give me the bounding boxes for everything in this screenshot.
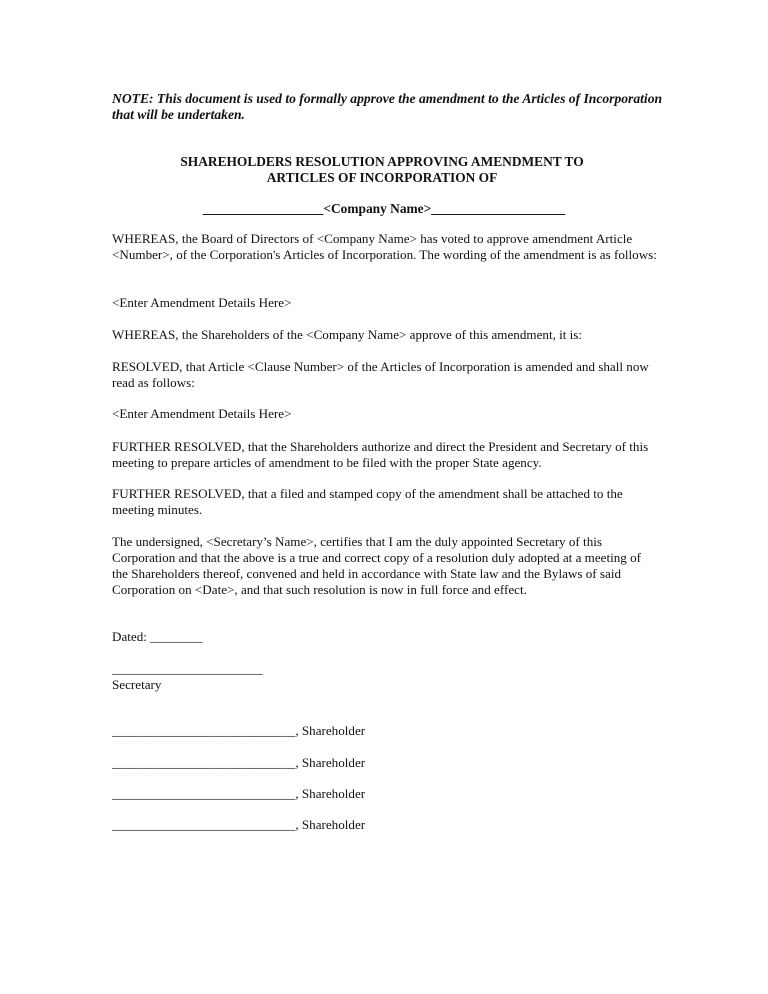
paragraph-amendment-details-1: <Enter Amendment Details Here> [112,295,292,310]
paragraph-further-resolved-1: FURTHER RESOLVED, that the Shareholders authorize and direct the President and Secretary of this meeting to prepare articles of amendment to be filed with the proper State agency. [112,439,649,470]
note-text: NOTE: This document is used to formally approve the amendment to the Articles of Incorporation that will be undertaken. [112,91,663,122]
title-line-1: SHAREHOLDERS RESOLUTION APPROVING AMENDMENT TO [180,154,584,169]
shareholder-signature-line: ____________________________, Shareholder [112,786,366,801]
paragraph-board-approval: WHEREAS, the Board of Directors of <Company Name> has voted to approve amendment Article <Number>, of the Corporation's Articles of Incorporation. The wording of the amendment is as follows: [112,231,657,262]
paragraph-certification: The undersigned, <Secretary’s Name>, certifies that I am the duly appointed Secretary of this Corporation and that the above is a true and correct copy of a resolution duly adopted at a meeting of the Shareholders thereof, convened and held in accordance with State law and the Bylaws of said Corporation on <Date>, and that such resolution is now in full force and effect. [112,534,642,597]
shareholder-signature-line: ____________________________, Shareholder [112,755,366,770]
company-name-line: __________________<Company Name>____________________ [202,201,566,216]
dated-field: Dated: ________ [112,629,203,644]
paragraph-resolved: RESOLVED, that Article <Clause Number> of the Articles of Incorporation is amended and shall now read as follows: [112,359,649,390]
title-line-2: ARTICLES OF INCORPORATION OF [266,170,498,185]
paragraph-further-resolved-2: FURTHER RESOLVED, that a filed and stamped copy of the amendment shall be attached to the meeting minutes. [112,486,623,517]
shareholder-signature-line: ____________________________, Shareholder [112,817,366,832]
document-title [0,154,764,186]
paragraph-amendment-details-2: <Enter Amendment Details Here> [112,406,292,421]
secretary-label: Secretary [112,677,162,692]
paragraph-shareholders-approve: WHEREAS, the Shareholders of the <Company Name> approve of this amendment, it is: [112,327,583,342]
secretary-signature-line: _______________________ [112,661,263,676]
shareholder-signature-line: ____________________________, Shareholder [112,723,366,738]
